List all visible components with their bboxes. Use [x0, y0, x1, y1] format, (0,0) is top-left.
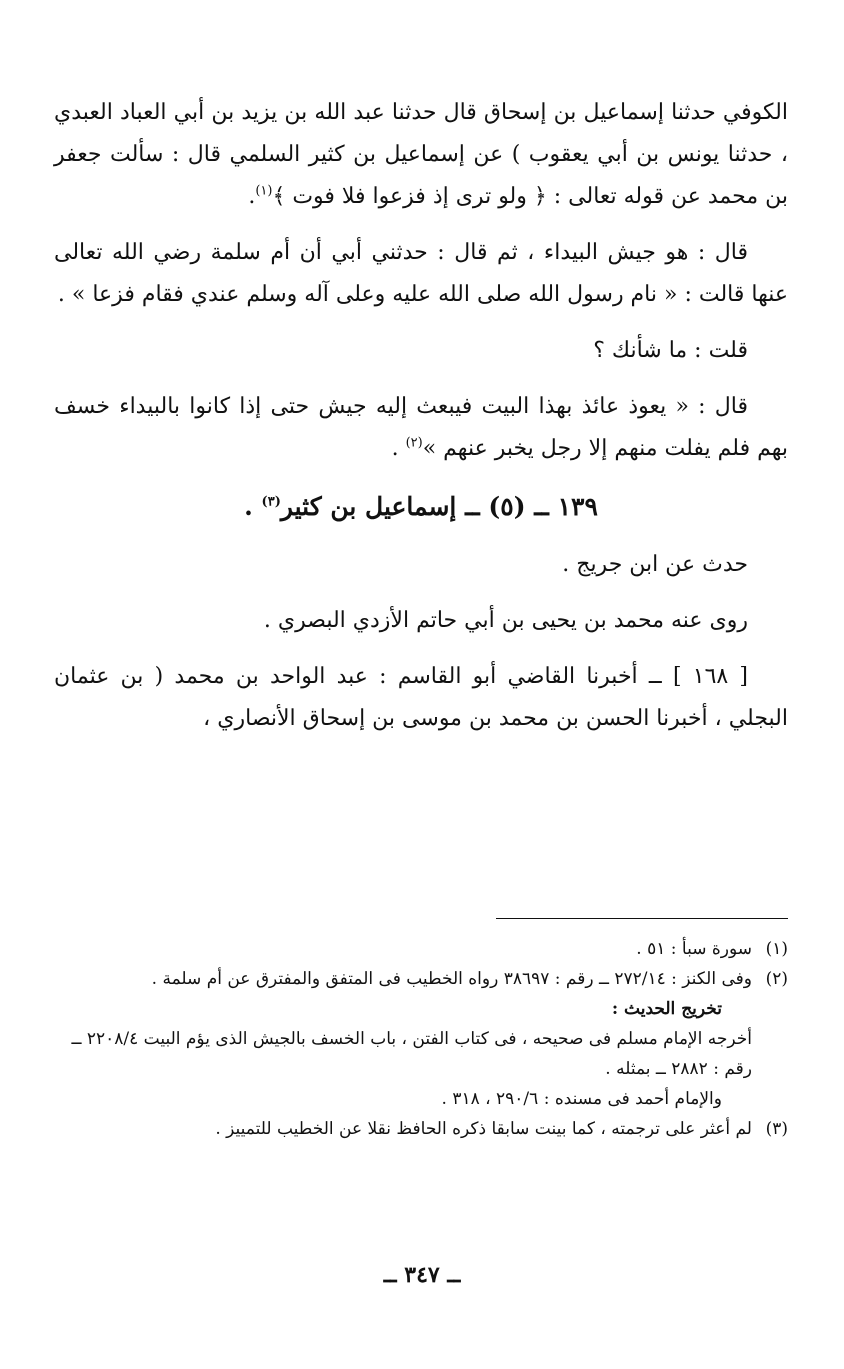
- footnote-1-text: سورة سبأ : ٥١ .: [636, 939, 752, 959]
- paragraph-4: قال : « يعوذ عائذ بهذا البيت فيبعث إليه جيش حتى إذا كانوا بالبيداء خسف بهم فلم يفلت منهم إلا رجل يخبر عنهم »$^{(٢)}$ .: [54, 394, 788, 461]
- paragraph-6: روى عنه محمد بن يحيى بن أبي حاتم الأزدي البصري .: [263, 608, 748, 633]
- main-text: [54, 92, 788, 754]
- takhrij-block: [54, 994, 788, 1114]
- footnote-ref-2: (٢): [405, 435, 423, 451]
- footnotes: [54, 934, 788, 1144]
- section-heading: ١٣٩ ــ (٥) ــ إسماعيل بن كثير$^{(٣)}$ .: [244, 492, 598, 521]
- takhrij-line-1: أخرجه الإمام مسلم فى صحيحه ، فى كتاب الفتن ، باب الخسف بالجيش الذى يؤم البيت ٢٢٠٨/٤ ــ رقم : ٢٨٨٢ ــ بمثله .: [71, 1029, 752, 1079]
- paragraph-3: قلت : ما شأنك ؟: [593, 338, 748, 363]
- footnote-divider: [496, 918, 788, 919]
- takhrij-line-2: والإمام أحمد فى مسنده : ٢٩٠/٦ ، ٣١٨ .: [441, 1089, 722, 1109]
- paragraph-1: الكوفي حدثنا إسماعيل بن إسحاق قال حدثنا عبد الله بن يزيد بن أبي العباد العبدي ، حدثنا يونس بن أبي يعقوب ) عن إسماعيل بن كثير السلمي قال : سألت جعفر بن محمد عن قوله تعالى : ﴿ ولو ترى إذ فزعوا فلا فوت ﴾$^{(١)}$.: [54, 100, 788, 209]
- footnote-3-number: (٣): [765, 1119, 788, 1139]
- page-number: ــ ٣٤٧ ــ: [383, 1262, 461, 1288]
- footnote-3: [54, 1114, 788, 1144]
- footnote-2-text: وفى الكنز : ٢٧٢/١٤ ــ رقم : ٣٨٦٩٧ رواه الخطيب فى المتفق والمفترق عن أم سلمة .: [151, 969, 752, 989]
- footnote-2: [54, 964, 788, 994]
- footnote-1-number: (١): [765, 939, 788, 959]
- takhrij-title: تخريج الحديث :: [611, 999, 722, 1019]
- footnote-ref-1: (١): [255, 183, 273, 199]
- paragraph-2: قال : هو جيش البيداء ، ثم قال : حدثني أبي أن أم سلمة رضي الله تعالى عنها قالت : « نام رسول الله صلى الله عليه وعلى آله وسلم عندي فقام فزعا » .: [54, 240, 788, 307]
- footnote-3-text: لم أعثر على ترجمته ، كما بينت سابقا ذكره الحافظ نقلا عن الخطيب للتمييز .: [215, 1119, 752, 1139]
- paragraph-7: [ ١٦٨ ] ــ أخبرنا القاضي أبو القاسم : عبد الواحد بن محمد ( بن عثمان البجلي ، أخبرنا الحسن بن محمد بن موسى بن إسحاق الأنصاري ،: [54, 664, 788, 731]
- paragraph-5: حدث عن ابن جريج .: [562, 552, 748, 577]
- footnote-ref-3: (٣): [261, 494, 281, 510]
- footnote-1: [54, 934, 788, 964]
- footnote-2-number: (٢): [765, 969, 788, 989]
